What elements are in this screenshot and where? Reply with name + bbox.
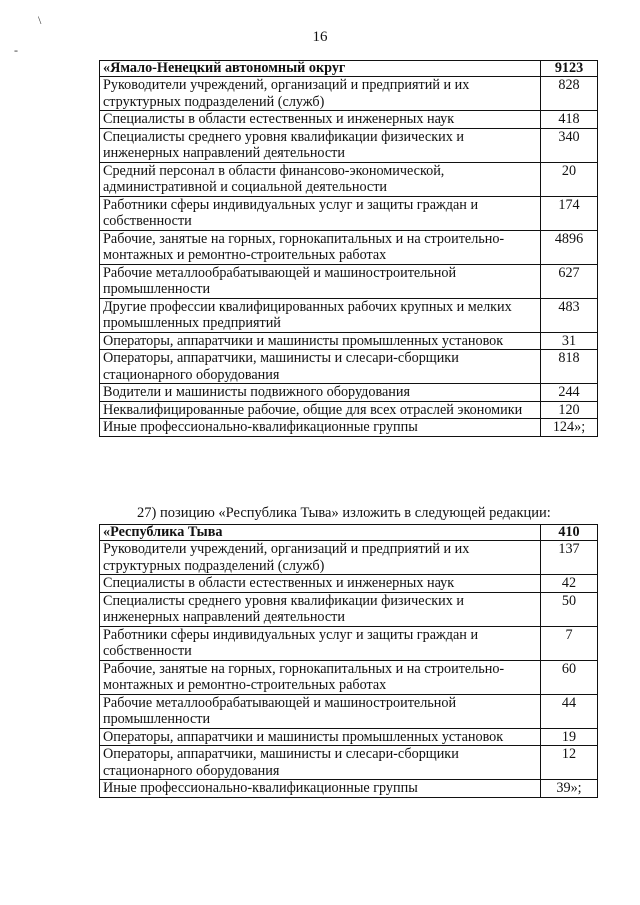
row-label: Рабочие, занятые на горных, горнокапитальных и на строительно-монтажных и ремонтно-строительных работах	[100, 230, 541, 264]
tyva-table	[99, 524, 598, 798]
row-value: 244	[541, 384, 598, 402]
row-value: 20	[541, 162, 598, 196]
row-value: 12	[541, 746, 598, 780]
table-header-row	[100, 61, 598, 77]
table-row	[100, 728, 598, 746]
table-row	[100, 298, 598, 332]
table-row	[100, 111, 598, 129]
row-value: 418	[541, 111, 598, 129]
table-row	[100, 419, 598, 437]
row-label: Руководители учреждений, организаций и предприятий и их структурных подразделений (служб)	[100, 77, 541, 111]
table-row	[100, 264, 598, 298]
region-name: «Ямало-Ненецкий автономный округ	[100, 61, 541, 77]
row-value: 19	[541, 728, 598, 746]
row-value: 120	[541, 401, 598, 419]
row-label: Специалисты в области естественных и инженерных наук	[100, 575, 541, 593]
table-row	[100, 350, 598, 384]
table-row	[100, 626, 598, 660]
table-row	[100, 541, 598, 575]
table-row	[100, 332, 598, 350]
table-row	[100, 660, 598, 694]
row-label: Иные профессионально-квалификационные группы	[100, 419, 541, 437]
row-value: 7	[541, 626, 598, 660]
row-label: Иные профессионально-квалификационные группы	[100, 780, 541, 798]
row-label: Средний персонал в области финансово-экономической, административной и социальной деятельности	[100, 162, 541, 196]
table-row	[100, 592, 598, 626]
row-label: Рабочие, занятые на горных, горнокапитальных и на строительно-монтажных и ремонтно-строительных работах	[100, 660, 541, 694]
row-label: Другие профессии квалифицированных рабочих крупных и мелких промышленных предприятий	[100, 298, 541, 332]
row-value: 42	[541, 575, 598, 593]
scan-mark-left: -	[14, 43, 18, 57]
table-row	[100, 384, 598, 402]
table-row	[100, 780, 598, 798]
row-value: 124»;	[541, 419, 598, 437]
table-row	[100, 196, 598, 230]
table-header-row	[100, 525, 598, 541]
row-value: 50	[541, 592, 598, 626]
row-value: 828	[541, 77, 598, 111]
row-label: Специалисты среднего уровня квалификации физических и инженерных направлений деятельности	[100, 128, 541, 162]
row-value: 627	[541, 264, 598, 298]
row-label: Рабочие металлообрабатывающей и машиностроительной промышленности	[100, 264, 541, 298]
row-label: Работники сферы индивидуальных услуг и защиты граждан и собственности	[100, 196, 541, 230]
page-number: 16	[312, 29, 328, 45]
yamal-table	[99, 60, 598, 437]
row-value: 31	[541, 332, 598, 350]
region-total: 9123	[541, 61, 598, 77]
row-value: 340	[541, 128, 598, 162]
table-row	[100, 401, 598, 419]
amendment-instruction: 27) позицию «Республика Тыва» изложить в следующей редакции:	[137, 505, 551, 521]
row-value: 60	[541, 660, 598, 694]
table-row	[100, 746, 598, 780]
row-value: 39»;	[541, 780, 598, 798]
table-row	[100, 575, 598, 593]
table-row	[100, 694, 598, 728]
scan-mark-corner: \	[38, 13, 42, 27]
row-value: 174	[541, 196, 598, 230]
row-label: Водители и машинисты подвижного оборудования	[100, 384, 541, 402]
row-label: Неквалифицированные рабочие, общие для всех отраслей экономики	[100, 401, 541, 419]
row-label: Руководители учреждений, организаций и предприятий и их структурных подразделений (служб)	[100, 541, 541, 575]
row-label: Специалисты среднего уровня квалификации физических и инженерных направлений деятельности	[100, 592, 541, 626]
row-value: 818	[541, 350, 598, 384]
row-label: Операторы, аппаратчики и машинисты промышленных установок	[100, 728, 541, 746]
region-name: «Республика Тыва	[100, 525, 541, 541]
table-row	[100, 128, 598, 162]
table-row	[100, 77, 598, 111]
row-label: Специалисты в области естественных и инженерных наук	[100, 111, 541, 129]
row-value: 44	[541, 694, 598, 728]
row-label: Рабочие металлообрабатывающей и машиностроительной промышленности	[100, 694, 541, 728]
table-row	[100, 162, 598, 196]
region-total: 410	[541, 525, 598, 541]
row-label: Операторы, аппаратчики, машинисты и слесари-сборщики стационарного оборудования	[100, 746, 541, 780]
row-value: 483	[541, 298, 598, 332]
row-label: Операторы, аппаратчики, машинисты и слесари-сборщики стационарного оборудования	[100, 350, 541, 384]
row-label: Работники сферы индивидуальных услуг и защиты граждан и собственности	[100, 626, 541, 660]
row-value: 4896	[541, 230, 598, 264]
table-row	[100, 230, 598, 264]
row-value: 137	[541, 541, 598, 575]
row-label: Операторы, аппаратчики и машинисты промышленных установок	[100, 332, 541, 350]
